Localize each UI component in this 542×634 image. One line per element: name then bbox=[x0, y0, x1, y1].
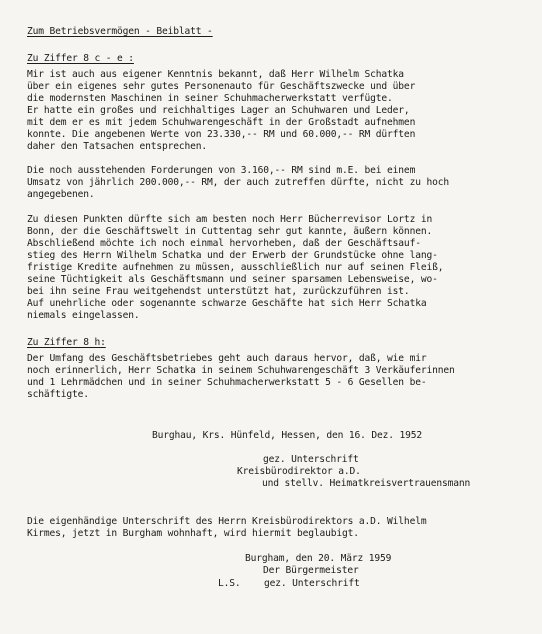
text-line: Die noch ausstehenden Forderungen von 3.160,-- RM sind m.E. bei einem bbox=[27, 165, 416, 176]
section-heading-8c-e: Zu Ziffer 8 c - e : bbox=[27, 53, 134, 64]
text-line: die modernsten Maschinen in seiner Schuhmacherwerkstatt verfügte. bbox=[27, 93, 393, 104]
signer-title: und stellv. Heimatkreisvertrauensmann bbox=[262, 478, 471, 489]
text-line: seine Tüchtigkeit als Geschäftsmann und seiner sparsamen Lebensweise, wo- bbox=[27, 274, 438, 285]
section-heading-8h: Zu Ziffer 8 h: bbox=[27, 337, 106, 348]
text-line: Er hatte ein großes und reichhaltiges Lager an Schuhwaren und Leder, bbox=[27, 105, 410, 116]
text-line: schäftigte. bbox=[27, 389, 89, 400]
text-line: über ein eigenes sehr gutes Personenauto für Geschäftszwecke und über bbox=[27, 81, 416, 92]
text-line: Abschließend möchte ich noch einmal hervorheben, daß der Geschäftsauf- bbox=[27, 238, 421, 249]
text-line: noch erinnerlich, Herr Schatka in seinem Schuhwarengeschäft 3 Verkäuferinnen bbox=[27, 365, 455, 376]
text-line: angegebenen. bbox=[27, 189, 95, 200]
text-line: Auf unehrliche oder sogenannte schwarze Geschäfte hat sich Herr Schatka bbox=[27, 298, 427, 309]
text-line: stieg des Herrn Wilhelm Schatka und der Erwerb der Grundstücke ohne lang- bbox=[27, 250, 438, 261]
text-line: Mir ist auch aus eigener Kenntnis bekannt, daß Herr Wilhelm Schatka bbox=[27, 69, 404, 80]
text-line: und 1 Lehrmädchen und in seiner Schuhmacherwerkstatt 5 - 6 Gesellen be- bbox=[27, 377, 427, 388]
document-heading: Zum Betriebsvermögen - Beiblatt - bbox=[27, 26, 213, 37]
signer-title: Kreisbürodirektor a.D. bbox=[237, 466, 361, 477]
place-date-1952: Burghau, Krs. Hünfeld, Hessen, den 16. Dez. 1952 bbox=[152, 430, 423, 441]
text-line: niemals eingelassen. bbox=[27, 310, 140, 321]
text-line: Umsatz von jährlich 200.000,-- RM, der auch zutreffen dürfte, nicht zu hoch bbox=[27, 177, 449, 188]
text-line: mit dem er es mit jedem Schuhwarengeschäft in der Großstadt aufnehmen bbox=[27, 117, 416, 128]
text-line: Bonn, der die Geschäftswelt in Cuttentag sehr gut kannte, äußern können. bbox=[27, 226, 433, 237]
text-line: Der Umfang des Geschäftsbetriebes geht auch daraus hervor, daß, wie mir bbox=[27, 353, 427, 364]
signature-line: gez. Unterschrift bbox=[264, 578, 360, 589]
certification-line: Kirmes, jetzt in Burgham wohnhaft, wird hiermit beglaubigt. bbox=[27, 528, 359, 539]
place-date-1959: Burgham, den 20. März 1959 bbox=[245, 553, 392, 564]
certification-line: Die eigenhändige Unterschrift des Herrn Kreisbürodirektors a.D. Wilhelm bbox=[27, 516, 427, 527]
mayor-title: Der Bürgermeister bbox=[263, 565, 359, 576]
text-line: fristige Kredite aufnehmen zu müssen, ausschließlich nur auf seinen Fleiß, bbox=[27, 262, 444, 273]
text-line: Zu diesen Punkten dürfte sich am besten noch Herr Bücherrevisor Lortz in bbox=[27, 214, 433, 225]
signature-line: gez. Unterschrift bbox=[263, 454, 359, 465]
text-line: bei ihn seine Frau weitgehendst unterstützt hat, zurückzuführen ist. bbox=[27, 286, 410, 297]
text-line: konnte. Die angebenen Werte von 23.330,-- RM und 60.000,-- RM dürften bbox=[27, 129, 416, 140]
text-line: daher den Tatsachen entsprechen. bbox=[27, 141, 208, 152]
seal-ls: L.S. bbox=[218, 578, 241, 589]
